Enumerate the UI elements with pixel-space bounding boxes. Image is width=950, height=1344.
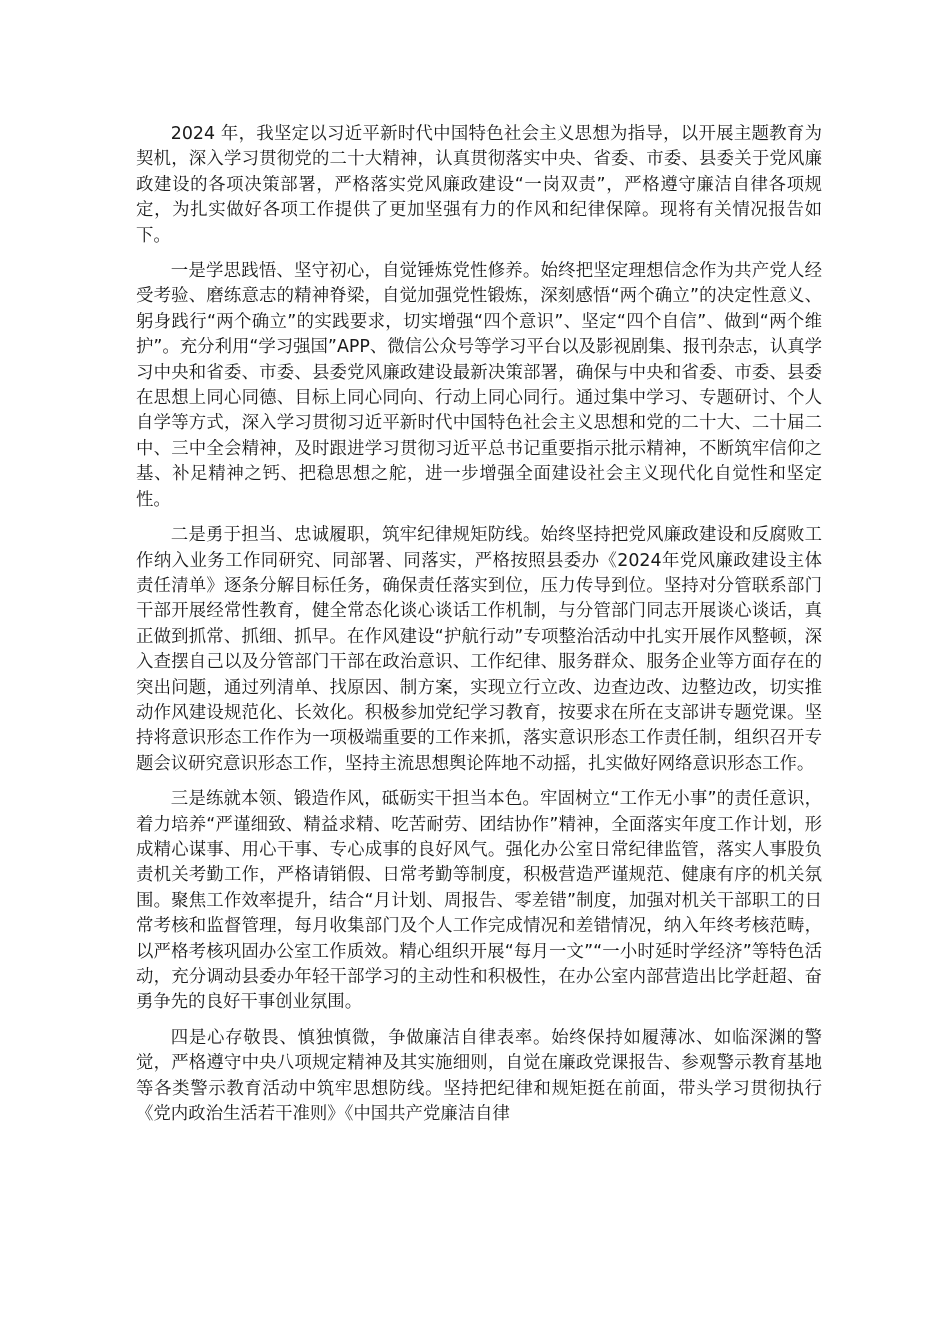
document-body <box>136 122 822 1137</box>
paragraph-section-3: 三是练就本领、锻造作风，砥砺实干担当本色。牢固树立“工作无小事”的责任意识，着力培养“严谨细致、精益求精、吃苦耐劳、团结协作”精神，全面落实年度工作计划，形成精心谋事、用心干事、专心成事的良好风气。强化办公室日常纪律监管，落实人事股负责机关考勤工作，严格请销假、日常考勤等制度，积极营造严谨规范、健康有序的机关氛围。聚焦工作效率提升，结合“月计划、周报告、零差错”制度，加强对机关干部职工的日常考核和监督管理，每月收集部门及个人工作完成情况和差错情况，纳入年终考核范畴，以严格考核巩固办公室工作质效。精心组织开展“每月一文”“一小时延时学经济”等特色活动，充分调动县委办年轻干部学习的主动性和积极性，在办公室内部营造出比学赶超、奋勇争先的良好干事创业氛围。 <box>136 789 822 1013</box>
paragraph-section-1: 一是学思践悟、坚守初心，自觉锤炼党性修养。始终把坚定理想信念作为共产党人经受考验、磨练意志的精神脊梁，自觉加强党性锻炼，深刻感悟“两个确立”的决定性意义、躬身践行“两个确立”的实践要求，切实增强“四个意识”、坚定“四个自信”、做到“两个维护”。充分利用“学习强国”APP、微信公众号等学习平台以及影视剧集、报刊杂志，认真学习中央和省委、市委、县委党风廉政建设最新决策部署，确保与中央和省委、市委、县委在思想上同心同德、目标上同心同向、行动上同心同行。通过集中学习、专题研讨、个人自学等方式，深入学习贯彻习近平新时代中国特色社会主义思想和党的二十大、二十届二中、三中全会精神，及时跟进学习贯彻习近平总书记重要指示批示精神，不断筑牢信仰之基、补足精神之钙、把稳思想之舵，进一步增强全面建设社会主义现代化自觉性和坚定性。 <box>136 261 822 510</box>
paragraph-section-2: 二是勇于担当、忠诚履职，筑牢纪律规矩防线。始终坚持把党风廉政建设和反腐败工作纳入业务工作同研究、同部署、同落实，严格按照县委办《2024年党风廉政建设主体责任清单》逐条分解目标任务，确保责任落实到位，压力传导到位。坚持对分管联系部门干部开展经常性教育，健全常态化谈心谈话工作机制，与分管部门同志开展谈心谈话，真正做到抓常、抓细、抓早。在作风建设“护航行动”专项整治活动中扎实开展作风整顿，深入查摆自己以及分管部门干部在政治意识、工作纪律、服务群众、服务企业等方面存在的突出问题，通过列清单、找原因、制方案，实现立行立改、边查边改、边整边改，切实推动作风建设规范化、长效化。积极参加党纪学习教育，按要求在所在支部讲专题党课。坚持将意识形态工作作为一项极端重要的工作来抓，落实意识形态工作责任制，组织召开专题会议研究意识形态工作，坚持主流思想舆论阵地不动摇，扎实做好网络意识形态工作。 <box>136 525 822 774</box>
paragraph-section-4: 四是心存敬畏、慎独慎微，争做廉洁自律表率。始终保持如履薄冰、如临深渊的警觉，严格遵守中央八项规定精神及其实施细则，自觉在廉政党课报告、参观警示教育基地等各类警示教育活动中筑牢思想防线。坚持把纪律和规矩挺在前面，带头学习贯彻执行《党内政治生活若干准则》《中国共产党廉洁自律 <box>136 1027 822 1125</box>
paragraph-intro: 2024 年，我坚定以习近平新时代中国特色社会主义思想为指导，以开展主题教育为契机，深入学习贯彻党的二十大精神，认真贯彻落实中央、省委、市委、县委关于党风廉政建设的各项决策部署，严格落实党风廉政建设“一岗双责”，严格遵守廉洁自律各项规定，为扎实做好各项工作提供了更加坚强有力的作风和纪律保障。现将有关情况报告如下。 <box>136 124 822 246</box>
